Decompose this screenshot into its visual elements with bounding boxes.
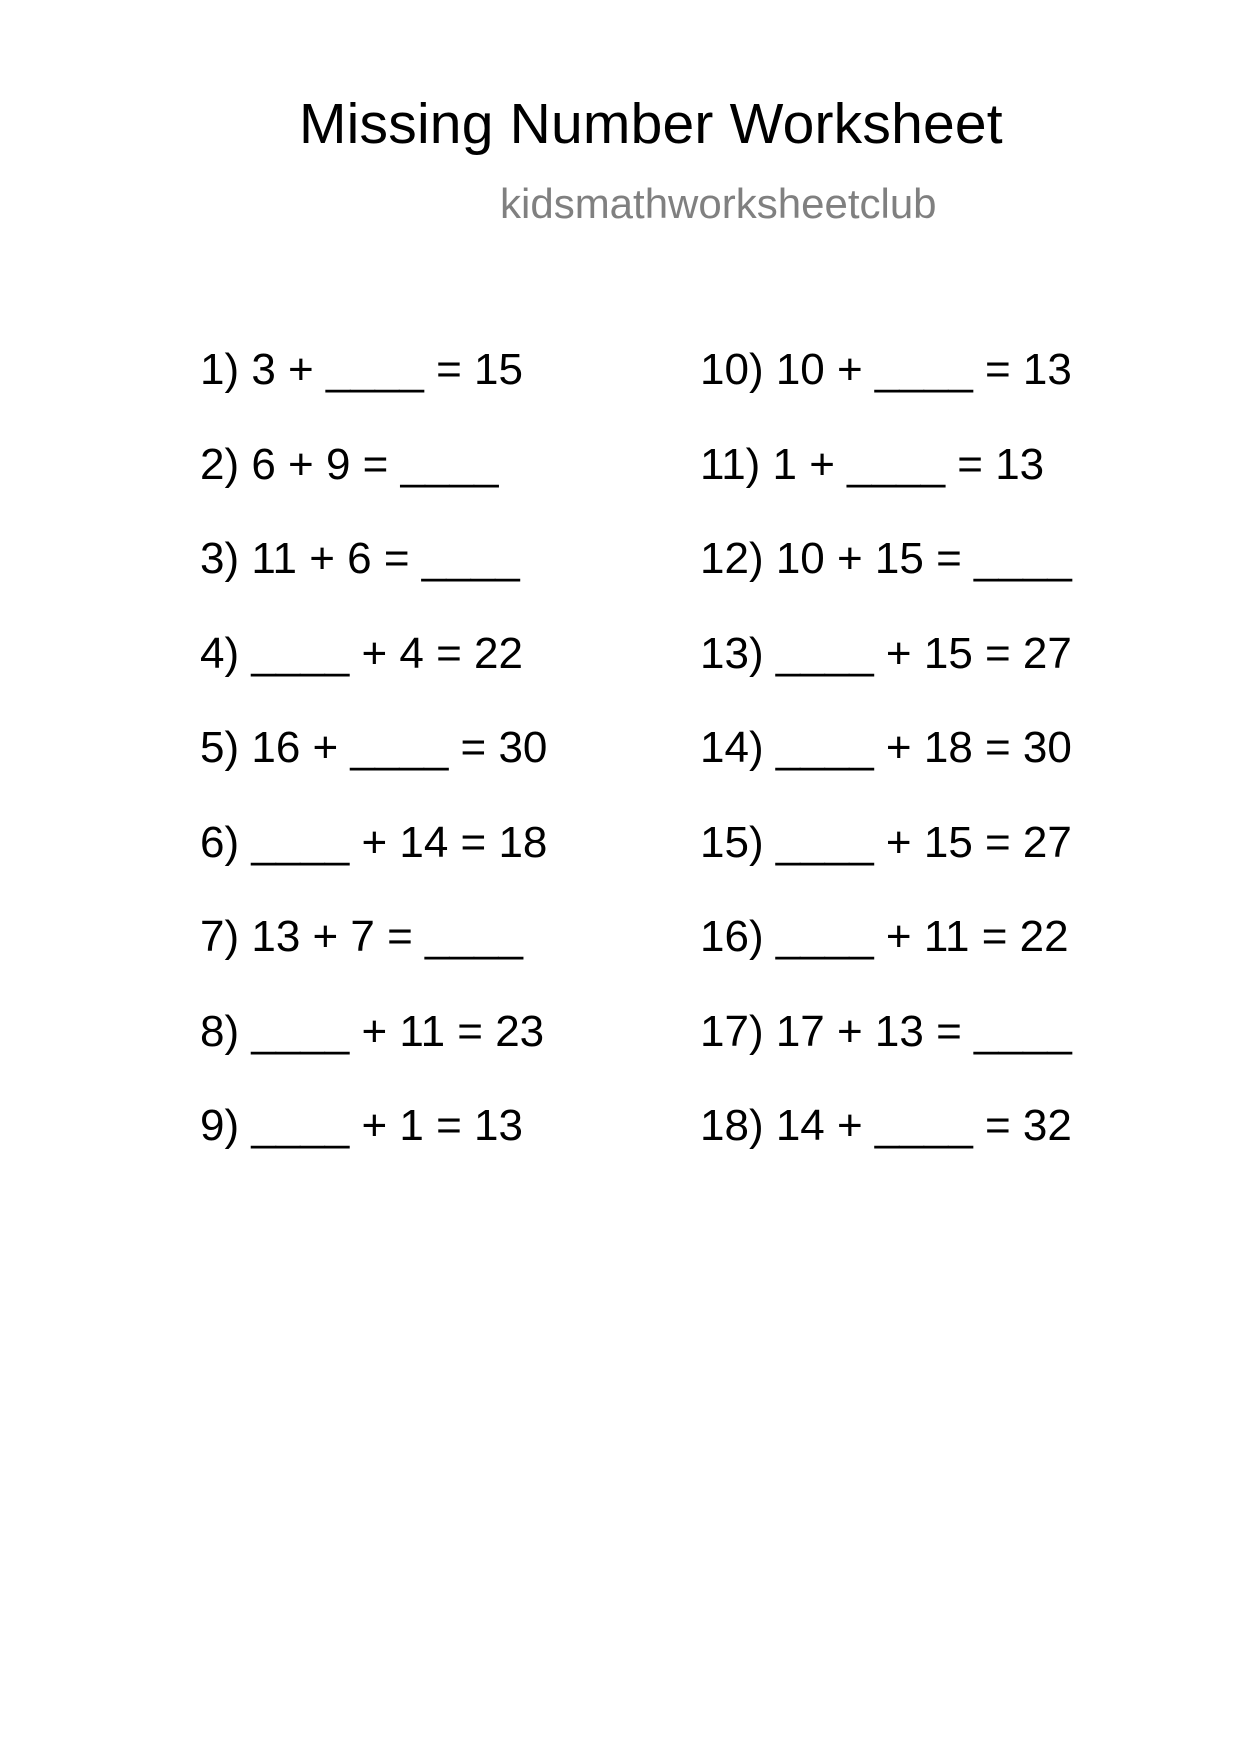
problem-6: 6) ____ + 14 = 18	[200, 817, 548, 867]
problem-1: 1) 3 + ____ = 15	[200, 345, 523, 394]
problem-16: 16) ____ + 11 = 22	[700, 912, 1069, 961]
problem-18: 18) 14 + ____ = 32	[700, 1101, 1072, 1150]
problem-column-left	[200, 345, 548, 1199]
problem-4: 4) ____ + 4 = 22	[200, 628, 523, 678]
problem-17: 17) 17 + 13 = ____	[700, 1006, 1072, 1056]
problem-7: 7) 13 + 7 = ____	[200, 912, 523, 961]
problem-13: 13) ____ + 15 = 27	[700, 628, 1072, 678]
problem-10: 10) 10 + ____ = 13	[700, 345, 1072, 394]
problem-column-right	[700, 345, 1072, 1199]
problem-9: 9) ____ + 1 = 13	[200, 1101, 523, 1150]
problem-8: 8) ____ + 11 = 23	[200, 1006, 545, 1056]
problem-14: 14) ____ + 18 = 30	[700, 723, 1072, 772]
problem-5: 5) 16 + ____ = 30	[200, 723, 548, 772]
problem-3: 3) 11 + 6 = ____	[200, 534, 520, 583]
problem-15: 15) ____ + 15 = 27	[700, 817, 1072, 867]
worksheet-source-label: kidsmathworksheetclub	[500, 180, 937, 227]
problem-2: 2) 6 + 9 = ____	[200, 439, 499, 489]
worksheet-title: Missing Number Worksheet	[299, 92, 1003, 156]
problem-12: 12) 10 + 15 = ____	[700, 534, 1072, 583]
problem-11: 11) 1 + ____ = 13	[700, 439, 1045, 489]
